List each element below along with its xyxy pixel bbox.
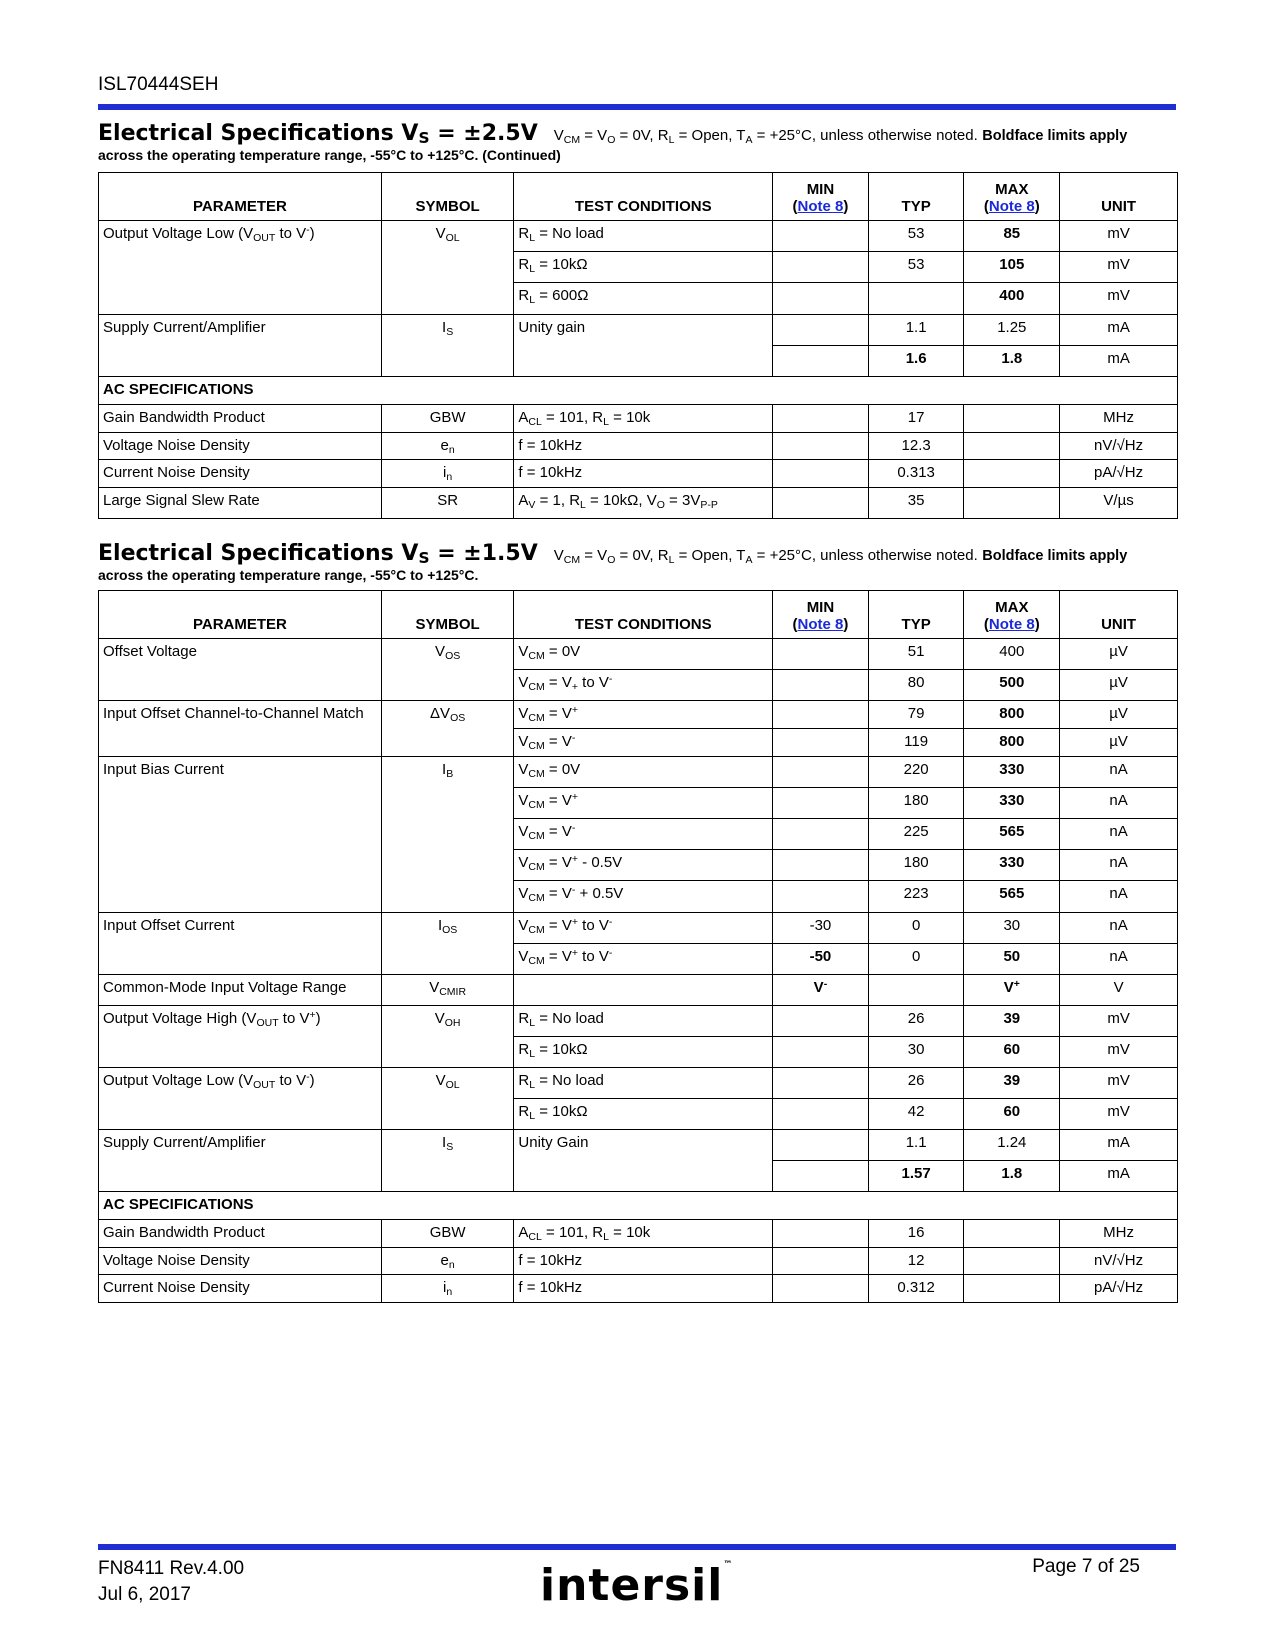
doc-revision: FN8411 Rev.4.00 — [98, 1558, 245, 1579]
table-row: Supply Current/Amplifier $I_S$ Unity gain 1.1 1.25 mA — [99, 315, 1178, 346]
table-row: $R_L = 10k\Omega$ 30 60 mV — [99, 1037, 1178, 1068]
table-row: Gain Bandwidth Product GBW $A_{CL} = 101$, $R_L = 10k$ 16 MHz — [99, 1220, 1178, 1248]
col-symbol: SYMBOL — [381, 173, 514, 221]
table-row: $V_{CM} = V^+ - 0.5V$ 180 330 nA — [99, 850, 1178, 881]
ac-specifications-row: AC SPECIFICATIONS — [99, 1192, 1178, 1220]
table-row: $V_{CM} = V^- + 0.5V$ 223 565 nA — [99, 881, 1178, 913]
col-unit: UNIT — [1060, 591, 1178, 639]
table-row: Voltage Noise Density $e_n$ f = 10kHz 12 nV/√Hz — [99, 1248, 1178, 1275]
table-row: $V_{CM} = V^-$ 225 565 nA — [99, 819, 1178, 850]
table-row: $V_{CM} = V_+$ to V- 80 500 µV — [99, 670, 1178, 701]
table-row: 1.6 1.8 mA — [99, 346, 1178, 377]
table-row: Input Bias Current $I_B$ $V_{CM} = 0V$ 220 330 nA — [99, 757, 1178, 788]
note-8-link[interactable]: Note 8 — [988, 198, 1035, 215]
header-rule — [98, 104, 1176, 110]
table-row: Current Noise Density $i_n$ f = 10kHz 0.312 pA/√Hz — [99, 1275, 1178, 1303]
table-row: Large Signal Slew Rate SR $A_V = 1$, $R_L = 10k\Omega$, $V_O = 3V_{P-P}$ 35 V/µs — [99, 488, 1178, 519]
col-typ: TYP — [868, 173, 964, 221]
spec-table-2p5v — [98, 172, 1178, 519]
footer-rule — [98, 1544, 1176, 1550]
table-row: $V_{CM} = V^+$ to V- -50 0 50 nA — [99, 944, 1178, 975]
table-row: Common-Mode Input Voltage Range $V_{CMIR}$ V- V+ V — [99, 975, 1178, 1006]
col-min: MIN (Note 8) — [773, 591, 869, 639]
section2-title: Electrical Specifications $V_S = \pm 1.5V$ $V_{CM} = V_O = 0V$, $R_L$ = Open, $T_A = +25^\circ C$, unless otherwise noted. Boldface limits apply across the operating temperature range, -55°C to +125°C. — [98, 541, 1128, 583]
spec-table-1p5v — [98, 590, 1178, 1303]
table-row: Input Offset Current $I_{OS}$ $V_{CM} = V^+$ to V- -30 0 30 nA — [99, 913, 1178, 944]
table-row: Current Noise Density $i_n$ f = 10kHz 0.313 pA/√Hz — [99, 460, 1178, 488]
table-row: Input Offset Channel-to-Channel Match $\Delta V_{OS}$ $V_{CM} = V^+$ 79 800 µV — [99, 701, 1178, 729]
col-parameter: PARAMETER — [99, 173, 382, 221]
col-typ: TYP — [868, 591, 964, 639]
page-number: Page 7 of 25 — [1032, 1556, 1140, 1577]
note-8-link[interactable]: Note 8 — [988, 616, 1035, 633]
table-row: $R_L = 600\Omega$ 400 mV — [99, 283, 1178, 315]
intersil-logo: intersil™ — [540, 1560, 734, 1611]
table-row: 1.57 1.8 mA — [99, 1161, 1178, 1192]
table-row: Output Voltage High ($V_{OUT}$ to V+) $V_{OH}$ $R_L = No$ load 26 39 mV — [99, 1006, 1178, 1037]
table-row: Output Voltage Low ($V_{OUT}$ to V-) $V_{OL}$ $R_L = No$ load 53 85 mV — [99, 221, 1178, 252]
doc-date: Jul 6, 2017 — [98, 1584, 191, 1605]
footer-doc-info — [98, 1556, 244, 1608]
col-max: MAX (Note 8) — [964, 591, 1060, 639]
col-unit: UNIT — [1060, 173, 1178, 221]
col-symbol: SYMBOL — [381, 591, 514, 639]
table-row: Voltage Noise Density $e_n$ f = 10kHz 12.3 nV/√Hz — [99, 433, 1178, 460]
table-row: Supply Current/Amplifier $I_S$ Unity Gain 1.1 1.24 mA — [99, 1130, 1178, 1161]
note-8-link[interactable]: Note 8 — [797, 198, 844, 215]
table-row: $V_{CM} = V^-$ 119 800 µV — [99, 729, 1178, 757]
table-row: Output Voltage Low ($V_{OUT}$ to V-) $V_{OL}$ $R_L = No$ load 26 39 mV — [99, 1068, 1178, 1099]
ac-specifications-row: AC SPECIFICATIONS — [99, 377, 1178, 405]
col-parameter: PARAMETER — [99, 591, 382, 639]
table-row: $R_L = 10k\Omega$ 53 105 mV — [99, 252, 1178, 283]
part-number: ISL70444SEH — [98, 74, 219, 95]
note-8-link[interactable]: Note 8 — [797, 616, 844, 633]
table-row: Offset Voltage $V_{OS}$ $V_{CM} = 0V$ 51 400 µV — [99, 639, 1178, 670]
table-row: $R_L = 10k\Omega$ 42 60 mV — [99, 1099, 1178, 1130]
col-max: MAX (Note 8) — [964, 173, 1060, 221]
table-row: $V_{CM} = V^+$ 180 330 nA — [99, 788, 1178, 819]
col-test-conditions: TEST CONDITIONS — [514, 173, 773, 221]
table-row: Gain Bandwidth Product GBW $A_{CL} = 101$, $R_L = 10k$ 17 MHz — [99, 405, 1178, 433]
section1-title: Electrical Specifications $V_S = \pm 2.5V$ $V_{CM} = V_O = 0V$, $R_L$ = Open, $T_A = +25^\circ C$, unless otherwise noted. Boldface limits apply across the operating temperature range, -55°C to +125°C. (Continued) — [98, 121, 1128, 163]
col-test-conditions: TEST CONDITIONS — [514, 591, 773, 639]
col-min: MIN (Note 8) — [773, 173, 869, 221]
